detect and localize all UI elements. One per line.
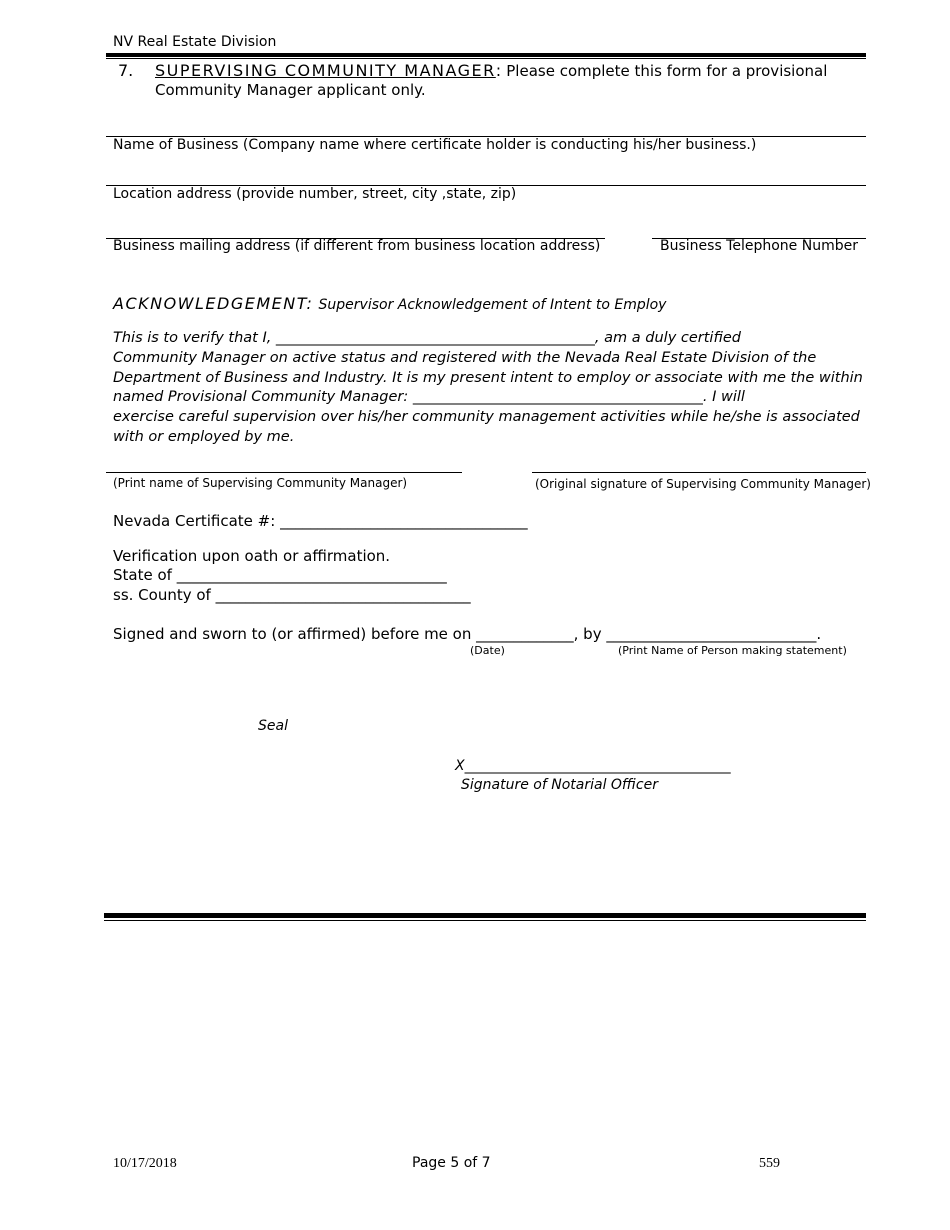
acknowledgement-heading: ACKNOWLEDGEMENT: (113, 294, 314, 313)
ack-line-6: with or employed by me. (113, 428, 295, 445)
section-title-colon: : (495, 61, 502, 80)
location-label: Location address (provide number, street, city ,state, zip) (113, 186, 517, 202)
footer-date: 10/17/2018 (113, 1156, 177, 1171)
sworn-statement-field[interactable]: Signed and sworn to (or affirmed) before me on _____________, by ____________________________. (113, 625, 822, 643)
section-heading (155, 61, 827, 80)
acknowledgement-paragraph (113, 329, 863, 448)
notary-signature-field[interactable]: X______________________________________ (455, 758, 731, 774)
ack-line-3: Department of Business and Industry. It is my present intent to employ or associate with me the within (113, 369, 863, 386)
section-number: 7. (118, 61, 134, 80)
acknowledgement-subheading: Supervisor Acknowledgement of Intent to Employ (318, 297, 667, 313)
verification-title: Verification upon oath or affirmation. (113, 547, 391, 565)
phone-label: Business Telephone Number (660, 238, 858, 254)
ack-line-1: This is to verify that I, ____________________________________________, am a duly certified (113, 330, 741, 346)
mailing-label: Business mailing address (if different from business location address) (113, 238, 601, 254)
sworn-date-caption: (Date) (470, 644, 505, 657)
state-field[interactable]: State of ____________________________________ (113, 566, 447, 584)
section-title: SUPERVISING COMMUNITY MANAGER (155, 61, 496, 80)
footer-rule-thick (104, 913, 866, 918)
header-rule-thin (106, 58, 866, 59)
ack-line-4: named Provisional Community Manager: ________________________________________. I will (113, 389, 745, 406)
print-name-line[interactable] (106, 472, 462, 473)
ack-line-5: exercise careful supervision over his/her community management activities while he/she is associated (113, 409, 860, 426)
ack-line-2: Community Manager on active status and registered with the Nevada Real Estate Division of the (113, 349, 817, 366)
notary-seal-label: Seal (258, 718, 288, 734)
footer-page: Page 5 of 7 (412, 1155, 491, 1171)
header-org: NV Real Estate Division (113, 34, 277, 50)
section-instruction-line2: Community Manager applicant only. (155, 81, 426, 99)
business-name-label: Name of Business (Company name where certificate holder is conducting his/her business.) (113, 137, 757, 153)
certificate-field[interactable]: Nevada Certificate #: _________________________________ (113, 512, 528, 530)
footer-rule-thin (104, 920, 866, 921)
county-field[interactable]: ss. County of __________________________________ (113, 586, 471, 604)
print-name-label: (Print name of Supervising Community Manager) (113, 476, 408, 490)
header-rule-thick (106, 53, 866, 57)
section-instruction-line1: Please complete this form for a provisional (506, 62, 828, 80)
original-signature-label: (Original signature of Supervising Community Manager) (535, 477, 871, 491)
footer-form-number: 559 (759, 1156, 780, 1171)
notary-signature-caption: Signature of Notarial Officer (461, 777, 658, 793)
original-signature-line[interactable] (532, 472, 866, 473)
acknowledgement-heading-row (113, 294, 666, 313)
sworn-person-caption: (Print Name of Person making statement) (618, 644, 847, 657)
